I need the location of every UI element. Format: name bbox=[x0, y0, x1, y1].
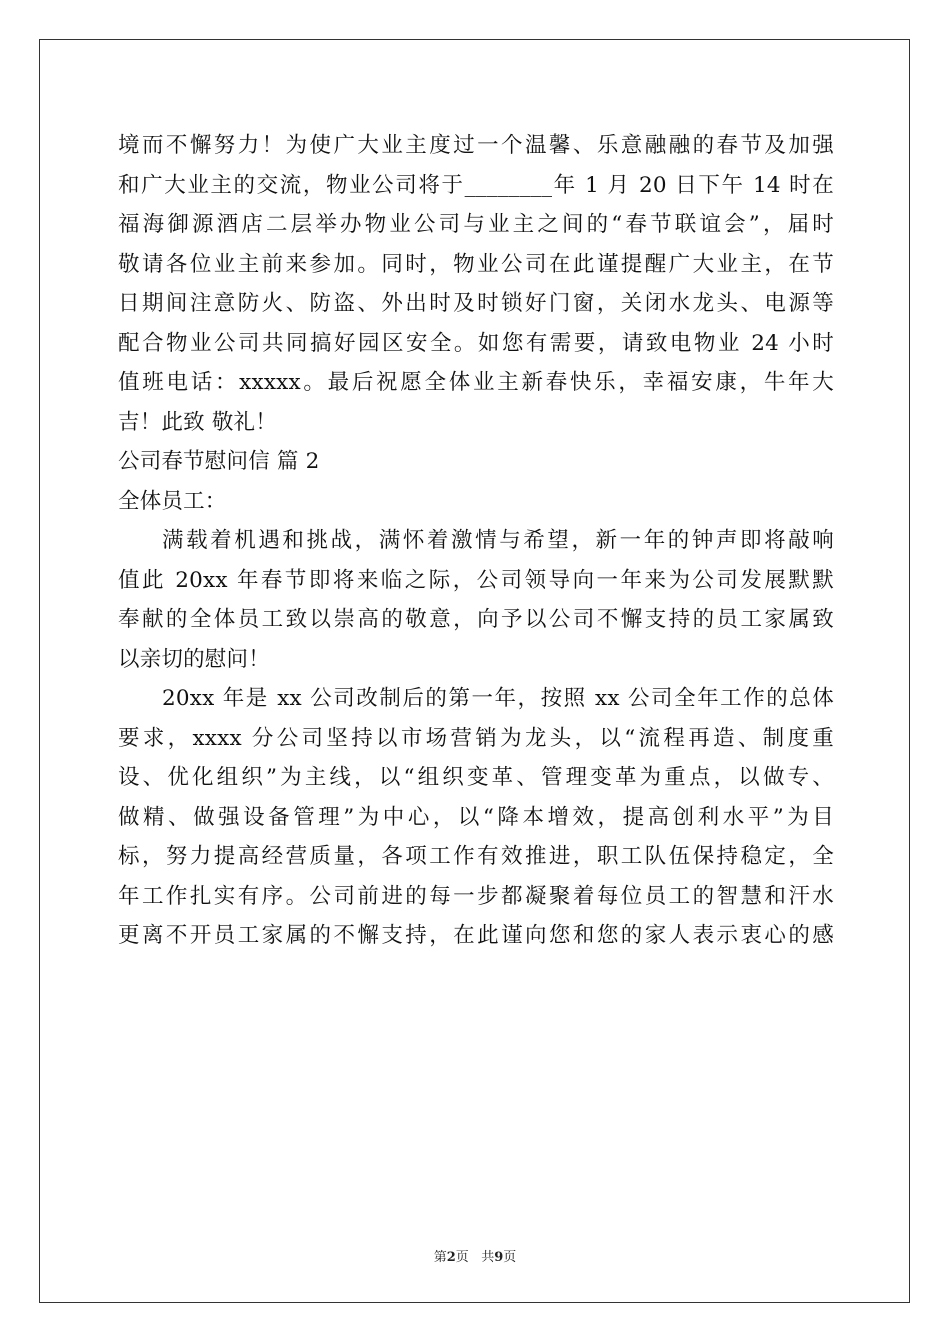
body-line: 日期间注意防火、防盗、外出时及时锁好门窗，关闭水龙头、电源等 bbox=[118, 291, 834, 316]
body-line: 福海御源酒店二层举办物业公司与业主之间的“春节联谊会”，届时 bbox=[118, 212, 834, 237]
page-footer bbox=[0, 1246, 950, 1265]
body-line: 要求，xxxx 分公司坚持以市场营销为龙头，以“流程再造、制度重 bbox=[118, 725, 834, 751]
body-line: 设、优化组织”为主线，以“组织变革、管理变革为重点，以做专、 bbox=[118, 765, 834, 790]
body-line: 和广大业主的交流，物业公司将于________年 1 月 20 日下午 14 时在 bbox=[118, 172, 834, 198]
body-line: 更离不开员工家属的不懈支持，在此谨向您和您的家人表示衷心的感 bbox=[118, 923, 834, 948]
body-line: 值此 20xx 年春节即将来临之际，公司领导向一年来为公司发展默默 bbox=[118, 567, 834, 593]
section-heading: 公司春节慰问信 篇 2 bbox=[118, 449, 320, 474]
body-line: 年工作扎实有序。公司前进的每一步都凝聚着每位员工的智慧和汗水 bbox=[118, 883, 834, 909]
paragraph-first-line: 20xx 年是 xx 公司改制后的第一年，按照 xx 公司全年工作的总体 bbox=[162, 686, 834, 711]
body-line: 奉献的全体员工致以崇高的敬意，向予以公司不懈支持的员工家属致 bbox=[118, 607, 834, 632]
total-prefix: 共 bbox=[481, 1250, 495, 1265]
body-line: 做精、做强设备管理”为中心，以“降本增效，提高创利水平”为目 bbox=[118, 804, 834, 830]
body-line: 境而不懈努力！为使广大业主度过一个温馨、乐意融融的春节及加强 bbox=[118, 133, 834, 158]
body-line: 敬请各位业主前来参加。同时，物业公司在此谨提醒广大业主，在节 bbox=[118, 251, 834, 277]
closing-line: 吉！此致 敬礼！ bbox=[118, 409, 277, 435]
page-prefix: 第 bbox=[433, 1250, 447, 1265]
body-line: 配合物业公司共同搞好园区安全。如您有需要，请致电物业 24 小时 bbox=[118, 330, 834, 356]
page-suffix: 页 bbox=[455, 1250, 469, 1265]
document-body bbox=[118, 126, 834, 956]
body-line: 标，努力提高经营质量，各项工作有效推进，职工队伍保持稳定，全 bbox=[118, 844, 834, 869]
salutation: 全体员工： bbox=[118, 488, 227, 514]
body-line: 以亲切的慰问！ bbox=[118, 646, 270, 672]
total-pages: 9 bbox=[494, 1250, 504, 1265]
page-number: 2 bbox=[446, 1250, 456, 1265]
paragraph-first-line: 满载着机遇和挑战，满怀着激情与希望，新一年的钟声即将敲响 bbox=[162, 528, 834, 553]
total-suffix: 页 bbox=[503, 1250, 517, 1265]
body-line: 值班电话：xxxxx。最后祝愿全体业主新春快乐，幸福安康，牛年大 bbox=[118, 370, 834, 395]
